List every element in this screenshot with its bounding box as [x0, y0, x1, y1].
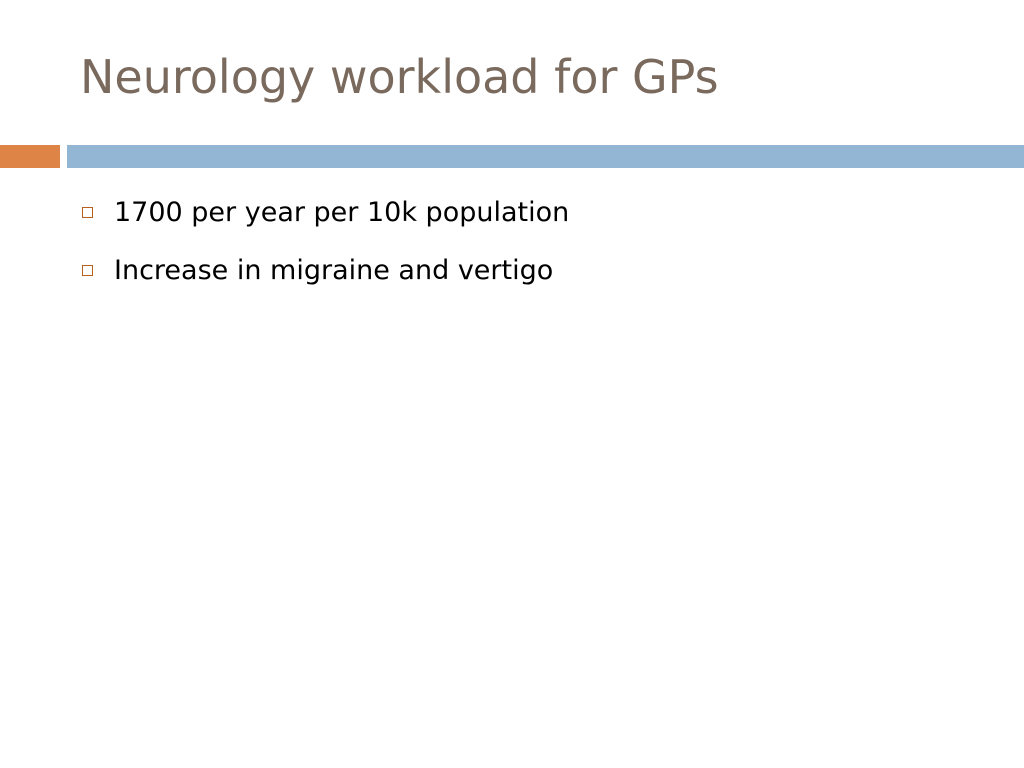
bullet-text: 1700 per year per 10k population — [114, 196, 570, 228]
bullet-list — [82, 190, 569, 306]
bullet-item — [82, 248, 569, 292]
bullet-text: Increase in migraine and vertigo — [114, 254, 554, 286]
title-divider-bar — [67, 145, 1024, 168]
hollow-square-bullet-icon — [82, 265, 93, 276]
slide-title: Neurology workload for GPs — [80, 50, 719, 104]
accent-bar — [0, 145, 60, 168]
hollow-square-bullet-icon — [82, 207, 93, 218]
bullet-item — [82, 190, 569, 234]
